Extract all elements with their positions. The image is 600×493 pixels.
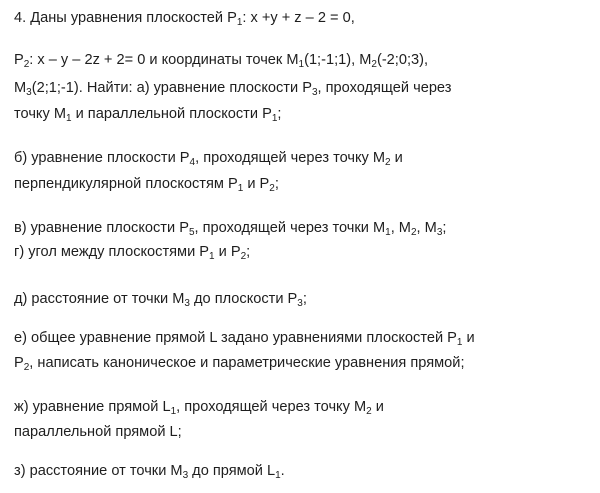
text-segment: ж) уравнение прямой L [14,399,171,415]
text-segment: , M [416,220,437,236]
text-segment: в) уравнение плоскости P [14,220,189,236]
line-1 [14,8,355,28]
text-segment: ; [246,244,251,260]
text-segment: , проходящей через точки M [194,220,386,236]
line-9 [14,289,307,309]
subscript: 3 [297,298,303,309]
line-5 [14,148,403,168]
subscript: 1 [456,337,463,348]
subscript: 1 [298,59,305,70]
text-segment: ; [302,291,307,307]
text-segment: , M [390,220,411,236]
subscript: 3 [182,470,189,481]
text-segment: , написать каноническое и параметрические уравнения прямой; [29,355,465,371]
text-segment: (1;-1;1), M [304,52,372,68]
line-2 [14,50,428,70]
text-segment: до прямой L [188,463,276,479]
subscript: 2 [371,59,377,70]
subscript: 1 [170,406,177,417]
text-segment: ; [442,220,447,236]
subscript: 2 [23,59,30,70]
subscript: 5 [188,227,195,238]
line-3 [14,78,451,98]
text-segment: P [14,355,24,371]
line-6 [14,174,279,194]
text-segment: и [371,399,384,415]
line-4 [14,104,281,124]
text-segment: M [14,80,27,96]
subscript: 3 [311,87,318,98]
subscript: 1 [271,113,278,124]
text-segment: и P [243,176,270,192]
text-segment: и [390,150,403,166]
text-segment: точку M [14,106,66,122]
subscript: 1 [385,227,391,238]
text-segment: ; [277,106,282,122]
text-segment: P [14,52,24,68]
text-segment: , проходящей через точку M [176,399,367,415]
line-7 [14,218,446,238]
text-segment: до плоскости P [189,291,298,307]
text-segment: е) общее уравнение прямой L задано уравнениями плоскостей P [14,330,457,346]
subscript: 4 [189,157,196,168]
text-segment: и P [214,244,241,260]
subscript: 1 [275,470,281,481]
subscript: 1 [65,113,72,124]
subscript: 1 [209,251,215,262]
subscript: 3 [184,298,190,309]
subscript: 3 [436,227,443,238]
subscript: 2 [240,251,247,262]
line-13 [14,422,182,442]
subscript: 3 [26,87,32,98]
line-11 [14,353,465,373]
line-12 [14,397,384,417]
subscript: 2 [410,227,417,238]
line-8 [14,242,250,262]
line-10 [14,328,475,348]
text-segment: , проходящей через [317,80,452,96]
text-segment: д) расстояние от точки M [14,291,185,307]
text-segment: . [280,463,285,479]
subscript: 2 [269,183,275,194]
text-segment: ; [274,176,279,192]
text-segment: перпендикулярной плоскостям P [14,176,238,192]
text-segment: , проходящей через точку M [195,150,386,166]
text-segment: и параллельной плоскости P [71,106,272,122]
text-segment: и [462,330,475,346]
subscript: 1 [237,183,244,194]
text-segment: г) угол между плоскостями P [14,244,210,260]
text-segment: : x – y – 2z + 2= 0 и координаты точек M [29,52,299,68]
text-segment: з) расстояние от точки M [14,463,183,479]
subscript: 1 [236,17,243,28]
text-segment: 4. Даны уравнения плоскостей P [14,10,237,26]
line-14 [14,461,285,481]
subscript: 2 [366,406,372,417]
subscript: 2 [385,157,391,168]
text-segment: (-2;0;3), [376,52,429,68]
text-segment: (2;1;-1). Найти: а) уравнение плоскости P [31,80,312,96]
text-segment: параллельной прямой L; [14,424,182,440]
subscript: 2 [23,362,30,373]
text-segment: б) уравнение плоскости P [14,150,190,166]
text-segment: : x +y + z – 2 = 0, [242,10,355,26]
